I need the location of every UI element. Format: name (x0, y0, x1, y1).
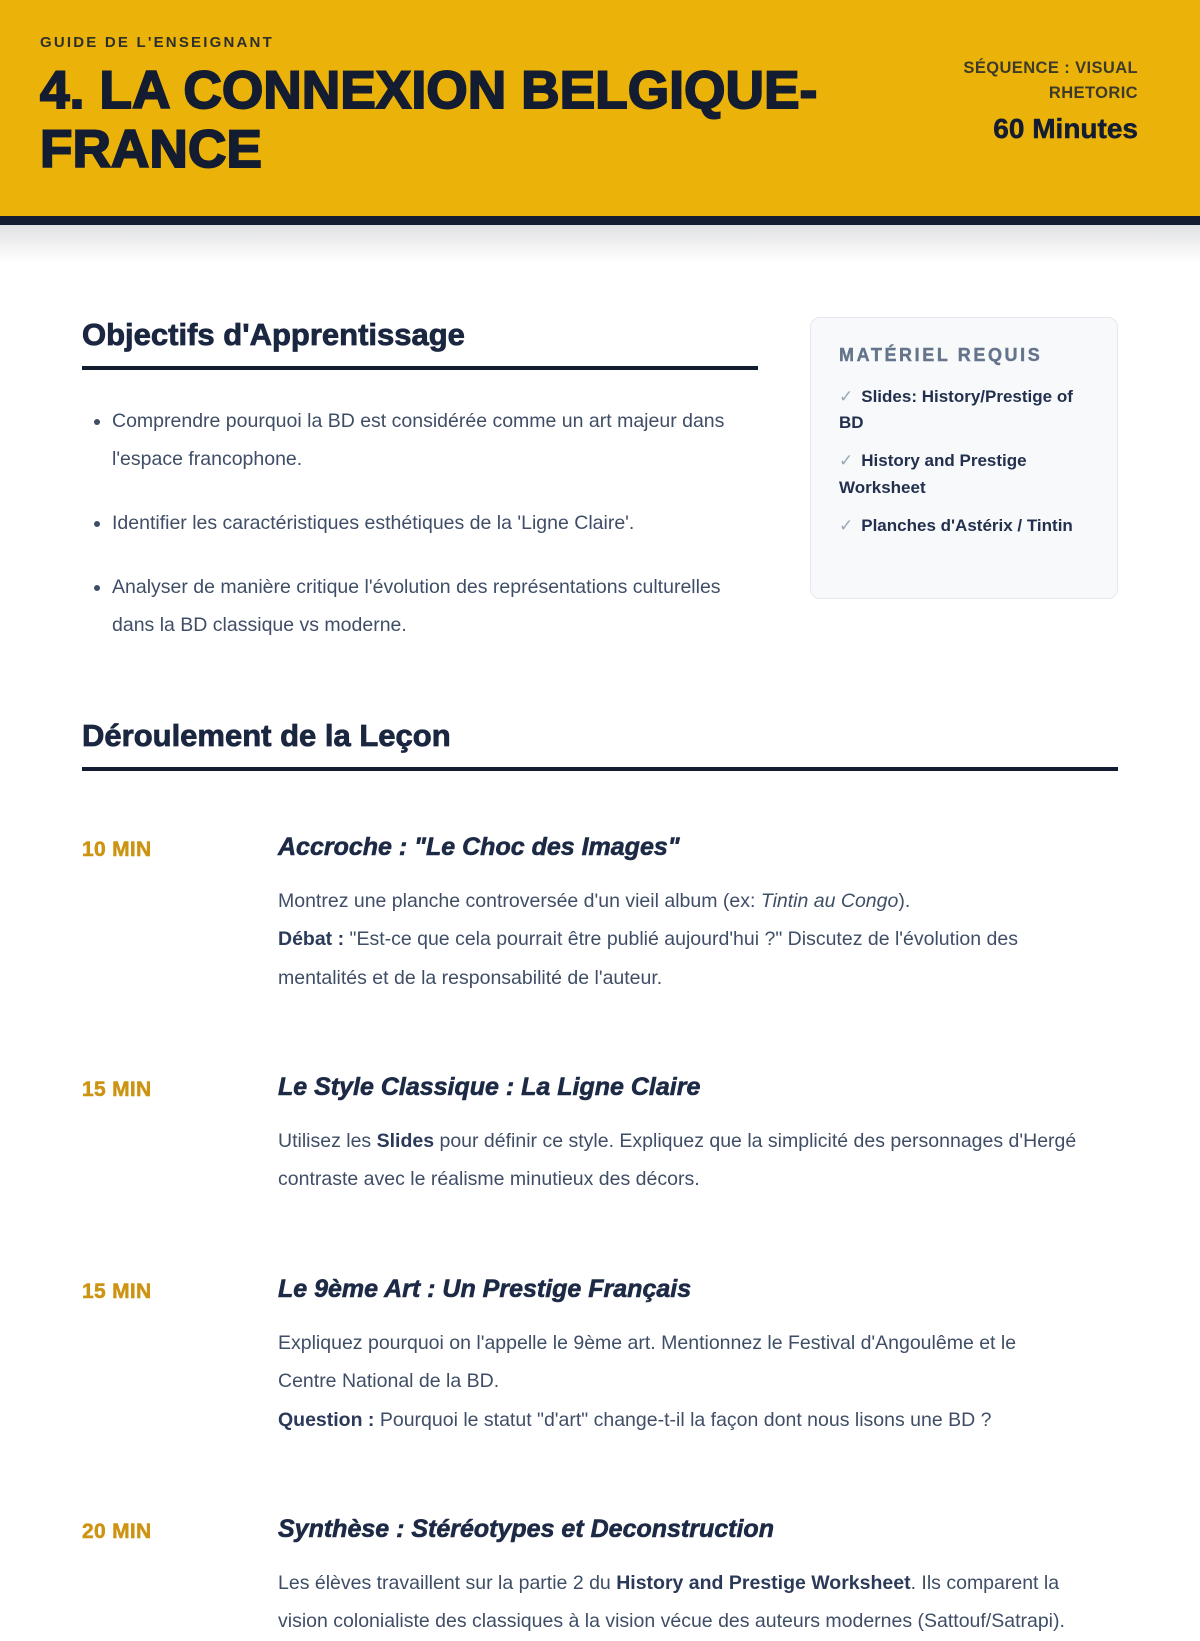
step-text-segment: Débat : (278, 928, 350, 951)
step-text-segment: "Est-ce que cela pourrait être publié aujourd'hui ?" Discutez de l'évolution des mentalités et de la responsabilité de l'auteur. (278, 928, 1018, 989)
step-text-segment: History and Prestige Worksheet (616, 1572, 911, 1595)
materials-card (810, 317, 1118, 599)
step-content (278, 1515, 1118, 1641)
objectives-heading: Objectifs d'Apprentissage (82, 317, 758, 370)
lesson-section (82, 718, 1118, 1641)
lesson-step (82, 1073, 1118, 1199)
step-text-segment: Les élèves travaillent sur la partie 2 du (278, 1572, 617, 1595)
step-time-label: 20 MIN (82, 1520, 152, 1544)
step-title: Accroche : "Le Choc des Images" (278, 832, 680, 861)
header-meta (908, 32, 1138, 145)
step-time-label: 15 MIN (82, 1279, 152, 1303)
step-text-segment: Pourquoi le statut "d'art" change-t-il la façon dont nous lisons une BD ? (379, 1408, 992, 1431)
step-title: Le Style Classique : La Ligne Claire (278, 1073, 701, 1102)
step-text-segment: Tintin au Congo (760, 889, 899, 912)
lesson-step (82, 1275, 1118, 1439)
step-description (278, 882, 1078, 997)
sequence-label: SÉQUENCE : VISUAL RHETORIC (963, 59, 1138, 102)
lesson-step (82, 833, 1118, 997)
duration-label: 60 Minutes (993, 112, 1138, 144)
material-item (839, 448, 1089, 501)
step-text-segment: Montrez une planche controversée d'un vieil album (ex: (278, 889, 761, 912)
materials-heading: MATÉRIEL REQUIS (839, 344, 1043, 365)
lesson-heading: Déroulement de la Leçon (82, 718, 1118, 771)
objectives-column (82, 317, 758, 670)
material-item (839, 384, 1089, 437)
step-description (278, 1122, 1078, 1199)
objective-item: • Comprendre pourquoi la BD est considérée comme un art majeur dans l'espace francophone. (112, 402, 758, 478)
page-title: 4. LA CONNEXION BELGIQUE-FRANCE (40, 61, 818, 180)
check-icon: ✓ (839, 386, 854, 406)
materials-list (839, 384, 1089, 540)
material-item-label: Slides: History/Prestige of BD (839, 386, 1073, 433)
objective-item: • Analyser de manière critique l'évolution des représentations culturelles dans la BD classique vs moderne. (112, 568, 758, 644)
material-item (839, 513, 1089, 539)
lesson-step (82, 1515, 1118, 1641)
step-time-label: 15 MIN (82, 1078, 152, 1102)
header-left (40, 32, 830, 180)
step-title: Synthèse : Stéréotypes et Deconstruction (278, 1515, 774, 1544)
step-content (278, 833, 1118, 997)
objective-item: • Identifier les caractéristiques esthétiques de la 'Ligne Claire'. (112, 504, 758, 542)
check-icon: ✓ (839, 516, 854, 536)
step-text-segment: pour définir ce style. Expliquez que la simplicité des personnages d'Hergé contraste avec le réalisme minutieux des décors. (278, 1130, 1077, 1191)
step-content (278, 1275, 1118, 1439)
material-item-label: Planches d'Astérix / Tintin (861, 516, 1073, 536)
step-text-segment: Utilisez les (278, 1130, 377, 1153)
check-icon: ✓ (839, 451, 854, 471)
eyebrow-label: GUIDE DE L'ENSEIGNANT (40, 34, 274, 51)
material-item-label: History and Prestige Worksheet (839, 451, 1027, 497)
step-text-segment: Expliquez pourquoi on l'appelle le 9ème art. Mentionnez le Festival d'Angoulême et le Centre National de la BD. (278, 1331, 1017, 1393)
page-header (0, 0, 1200, 225)
step-text-segment: ). (898, 889, 911, 912)
content (82, 225, 1118, 1641)
objectives-section (82, 317, 1118, 670)
step-text-segment: . Ils comparent la vision colonialiste des classiques à la vision vécue des auteurs modernes (Sattouf/Satrapi). (278, 1572, 1065, 1633)
step-description (278, 1324, 1078, 1439)
step-content (278, 1073, 1118, 1199)
step-title: Le 9ème Art : Un Prestige Français (278, 1274, 692, 1303)
step-description (278, 1564, 1078, 1641)
step-text-segment: Slides (376, 1130, 435, 1153)
lesson-steps (82, 833, 1118, 1641)
step-text-segment: Question : (278, 1408, 380, 1431)
objectives-list (82, 402, 758, 644)
step-time-label: 10 MIN (82, 837, 152, 861)
